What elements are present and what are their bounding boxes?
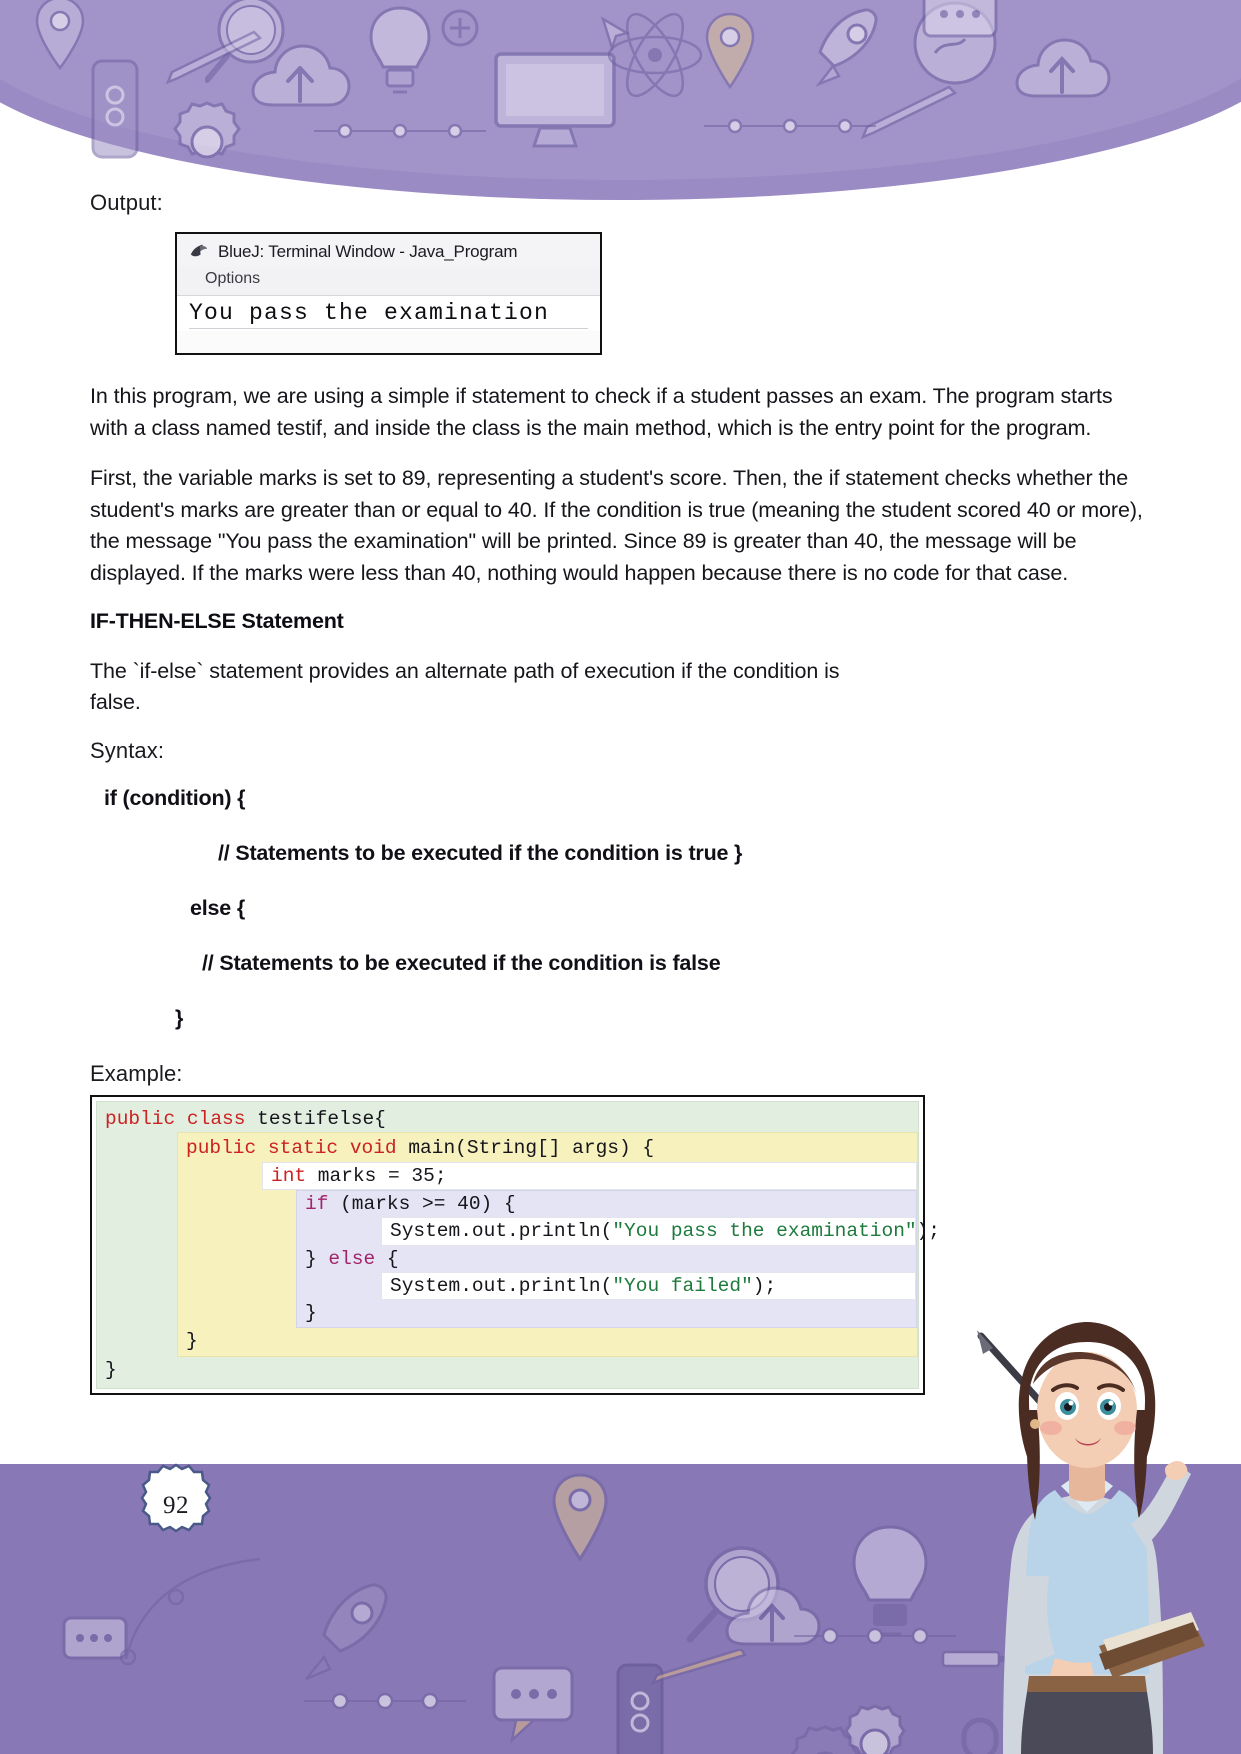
code-string-fail: "You failed" xyxy=(612,1275,753,1297)
map-pin-icon xyxy=(545,1469,615,1579)
connector-icon xyxy=(300,1689,470,1713)
page-content xyxy=(0,190,1241,1395)
rocket-icon xyxy=(300,1569,410,1689)
code-println-end-2: ); xyxy=(752,1275,777,1297)
syntax-line-1: if (condition) { xyxy=(104,785,246,810)
code-line-close-class: } xyxy=(105,1359,117,1382)
terminal-options-menu[interactable]: Options xyxy=(177,267,600,296)
connector-icon xyxy=(700,115,880,137)
code-println-call-2: System.out.println( xyxy=(390,1275,613,1297)
code-println-end-1: ); xyxy=(916,1220,940,1243)
terminal-output-area xyxy=(177,296,600,331)
connector-icon xyxy=(790,1624,960,1648)
code-main-signature: main(String[] args) { xyxy=(396,1137,655,1160)
code-scope-method xyxy=(177,1132,940,1357)
section-heading-if-then-else: IF-THEN-ELSE Statement xyxy=(90,608,344,633)
terminal-blank-area xyxy=(177,331,600,353)
code-keyword-if: if xyxy=(305,1192,329,1215)
code-stmt-println-pass xyxy=(381,1217,940,1245)
code-scope-if xyxy=(296,1190,940,1328)
code-line-close-method: } xyxy=(186,1329,198,1352)
code-keyword-class: class xyxy=(186,1107,246,1130)
code-println-call-1: System.out.println( xyxy=(390,1220,613,1243)
java-code-block xyxy=(90,1095,940,1395)
code-brace-open-else: { xyxy=(375,1247,399,1270)
page-number-badge xyxy=(133,1463,219,1549)
code-string-pass: "You pass the examination" xyxy=(612,1220,917,1243)
code-keyword-public: public xyxy=(105,1107,176,1130)
terminal-title-bar xyxy=(177,234,600,267)
syntax-line-2: // Statements to be executed if the condition is true } xyxy=(218,840,743,865)
code-keyword-else: else xyxy=(328,1247,376,1270)
code-line-close-else: } xyxy=(305,1302,317,1325)
syntax-line-5: } xyxy=(175,1005,184,1030)
code-line-main-decl xyxy=(178,1135,917,1161)
code-line-class-decl xyxy=(97,1106,918,1132)
example-label: Example: xyxy=(90,1060,183,1086)
if-else-intro: The `if-else` statement provides an alternate path of execution if the condition is false. xyxy=(90,658,840,715)
cloud-upload-icon xyxy=(1010,28,1115,118)
pencil-icon xyxy=(645,1649,755,1689)
code-line-else xyxy=(297,1246,916,1272)
syntax-label: Syntax: xyxy=(90,737,165,763)
syntax-line-3: else { xyxy=(190,895,245,920)
phone-icon xyxy=(85,55,145,165)
gear-icon xyxy=(830,1699,920,1754)
code-line-println-pass xyxy=(382,1218,940,1244)
terminal-output-text: You pass the examination xyxy=(189,300,588,329)
code-line-int-marks xyxy=(263,1163,916,1189)
rocket-icon xyxy=(805,0,895,95)
code-line-println-fail xyxy=(382,1273,915,1299)
header-banner xyxy=(0,0,1241,200)
code-keyword-void: void xyxy=(349,1137,397,1160)
code-scope-class xyxy=(96,1101,940,1389)
teacher-character-illustration xyxy=(963,1314,1213,1754)
code-brace-close-if: } xyxy=(305,1247,329,1270)
code-keyword-int: int xyxy=(271,1164,307,1187)
bluej-icon xyxy=(189,243,209,261)
pencil-icon xyxy=(160,30,270,90)
syntax-line-4: // Statements to be executed if the condition is false xyxy=(202,950,721,975)
map-pin-icon xyxy=(30,0,90,74)
lightbulb-icon xyxy=(365,0,435,130)
code-class-name: testifelse{ xyxy=(245,1107,386,1130)
code-marks-assign: marks = 35; xyxy=(306,1164,447,1187)
syntax-pseudocode-block xyxy=(90,786,1151,1031)
code-line-if-cond xyxy=(297,1191,916,1217)
connector-icon xyxy=(310,120,490,142)
plus-icon xyxy=(440,8,480,48)
connector-icon xyxy=(120,1549,270,1669)
chat-bubble-icon xyxy=(490,1664,585,1749)
cursor-icon xyxy=(595,15,635,55)
bluej-terminal-window xyxy=(175,232,602,355)
chat-bubble-icon xyxy=(920,0,1000,53)
output-label: Output: xyxy=(90,190,163,215)
paragraph-2: First, the variable marks is set to 89, representing a student's score. Then, the if statement checks whether the student's marks are greater than or equal to 40. If the condition is true (meaning the student scored 40 or more), the message "You pass the examination" will be printed. Since 89 is greater than 40, the message will be displayed. If the marks were less than 40, nothing would happen because there is no code for that case. xyxy=(90,466,1143,585)
code-keyword-public-static: public static xyxy=(186,1137,339,1160)
code-stmt-int-marks xyxy=(262,1162,917,1190)
gear-icon xyxy=(160,95,255,190)
code-stmt-println-fail xyxy=(381,1272,916,1300)
paragraph-1: In this program, we are using a simple if statement to check if a student passes an exam. The program starts with a class named testif, and inside the class is the main method, which is the entry point for the program. xyxy=(90,384,1113,440)
terminal-title-text: BlueJ: Terminal Window - Java_Program xyxy=(218,242,518,261)
page-number: 92 xyxy=(163,1492,189,1519)
code-if-condition: (marks >= 40) { xyxy=(328,1192,516,1215)
